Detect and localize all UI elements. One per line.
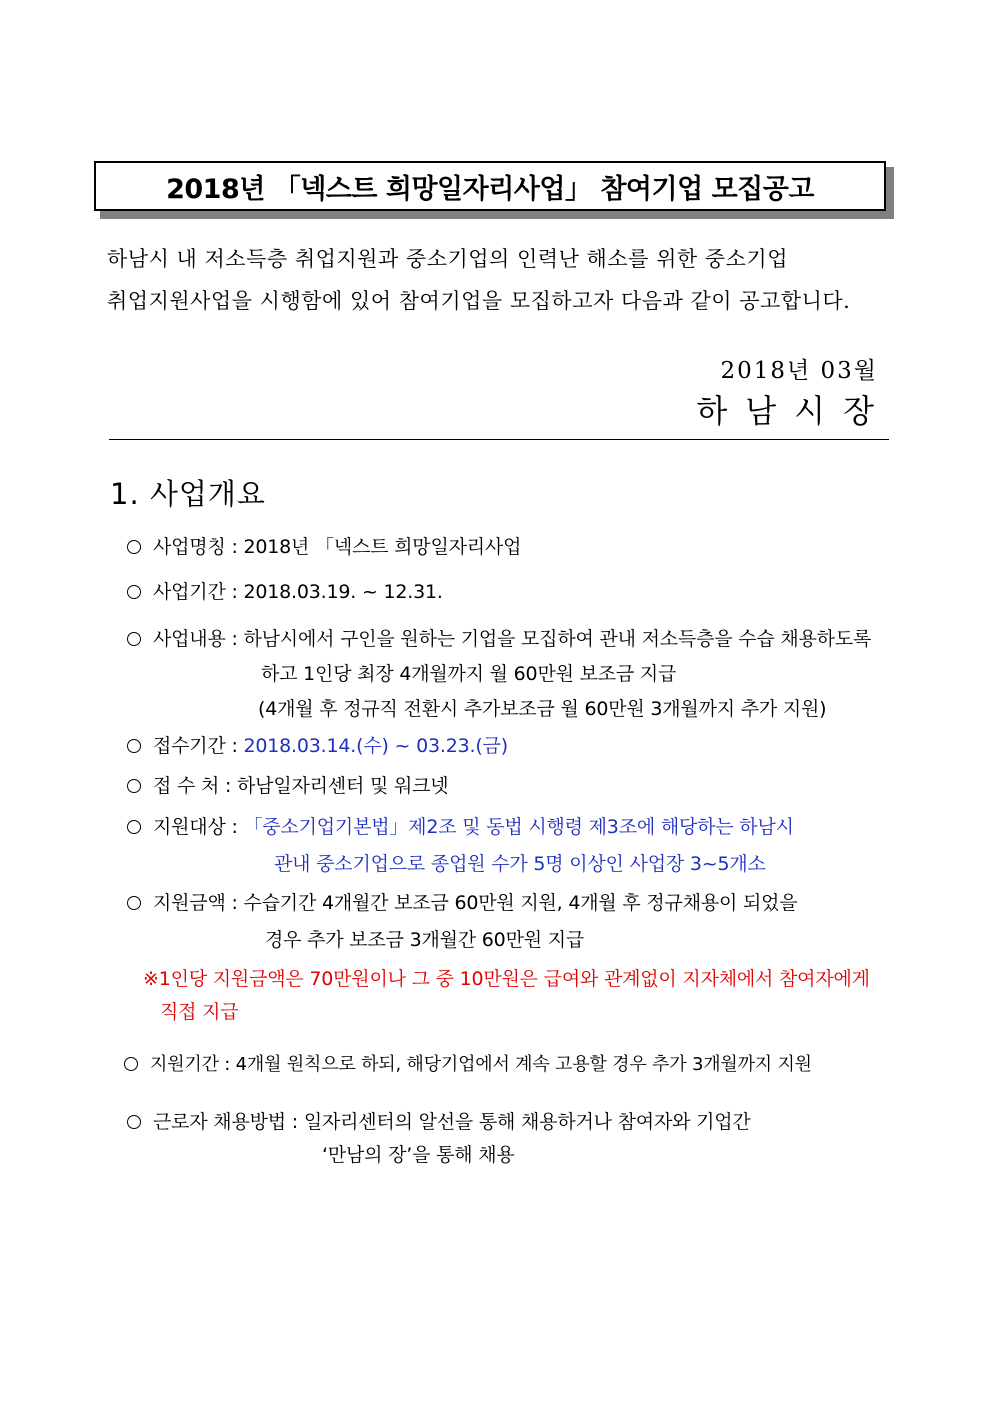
- page-title: 2018년 「넥스트 희망일자리사업」 참여기업 모집공고: [166, 173, 814, 205]
- item-continuation: 하고 1인당 최장 4개월까지 월 60만원 보조금 지급: [261, 663, 677, 685]
- item-text: 2018.03.14.(수) ~ 03.23.(금): [243, 735, 508, 757]
- item-label: 지원금액 :: [153, 892, 244, 914]
- circle-bullet-icon: [127, 739, 141, 753]
- intro-line-1: 하남시 내 저소득층 취업지원과 중소기업의 인력난 해소를 위한 중소기업: [107, 247, 788, 271]
- item-label: 사업명칭 :: [153, 536, 244, 558]
- intro-line-2: 취업지원사업을 시행함에 있어 참여기업을 모집하고자 다음과 같이 공고합니다.: [107, 289, 851, 313]
- item-text: 일자리센터의 알선을 통해 채용하거나 참여자와 기업간: [303, 1111, 751, 1133]
- circle-bullet-icon: [124, 1057, 138, 1071]
- issuer-name: 하남시장: [696, 392, 892, 430]
- item-continuation: 관내 중소기업으로 종업원 수가 5명 이상인 사업장 3~5개소: [274, 853, 766, 875]
- title-box: [94, 161, 886, 211]
- item-label: 사업기간 :: [153, 581, 244, 603]
- list-item: [127, 577, 443, 604]
- item-continuation: ‘만남의 장’을 통해 채용: [322, 1144, 515, 1166]
- item-label: 접수기간 :: [153, 735, 244, 757]
- circle-bullet-icon: [127, 896, 141, 910]
- list-item: [127, 812, 794, 839]
- circle-bullet-icon: [127, 779, 141, 793]
- circle-bullet-icon: [127, 1115, 141, 1129]
- list-item: [127, 731, 508, 758]
- item-continuation: (4개월 후 정규직 전환시 추가보조금 월 60만원 3개월까지 추가 지원): [258, 698, 827, 720]
- list-item: [124, 1050, 812, 1076]
- note-line-1: ※1인당 지원금액은 70만원이나 그 중 10만원은 급여와 관계없이 지자체에서 참여자에게: [143, 968, 870, 990]
- list-item: [127, 532, 521, 559]
- item-text: 4개월 원칙으로 하되, 해당기업에서 계속 고용할 경우 추가 3개월까지 지원: [235, 1054, 812, 1075]
- item-label: 지원기간 :: [150, 1054, 236, 1075]
- section-heading: 1. 사업개요: [110, 477, 266, 511]
- item-label: 근로자 채용방법 :: [153, 1111, 304, 1133]
- item-text: 2018년 「넥스트 희망일자리사업: [243, 536, 522, 558]
- list-item: [127, 771, 448, 798]
- circle-bullet-icon: [127, 540, 141, 554]
- note-line-2: 직접 지급: [160, 1001, 239, 1023]
- item-text: 「중소기업기본법」제2조 및 동법 시행령 제3조에 해당하는 하남시: [243, 816, 794, 838]
- item-label: 사업내용 :: [153, 628, 244, 650]
- item-label: 지원대상 :: [153, 816, 244, 838]
- list-item: [127, 624, 871, 651]
- circle-bullet-icon: [127, 632, 141, 646]
- item-continuation: 경우 추가 보조금 3개월간 60만원 지급: [265, 929, 585, 951]
- notice-date: 2018년 03월: [720, 358, 878, 384]
- divider: [109, 439, 889, 440]
- list-item: [127, 1107, 751, 1134]
- item-text: 2018.03.19. ~ 12.31.: [243, 581, 443, 603]
- item-label: 접 수 처 :: [153, 775, 238, 797]
- item-text: 수습기간 4개월간 보조금 60만원 지원, 4개월 후 정규채용이 되었을: [243, 892, 798, 914]
- item-text: 하남시에서 구인을 원하는 기업을 모집하여 관내 저소득층을 수습 채용하도록: [243, 628, 872, 650]
- list-item: [127, 888, 797, 915]
- circle-bullet-icon: [127, 585, 141, 599]
- item-text: 하남일자리센터 및 워크넷: [237, 775, 449, 797]
- circle-bullet-icon: [127, 820, 141, 834]
